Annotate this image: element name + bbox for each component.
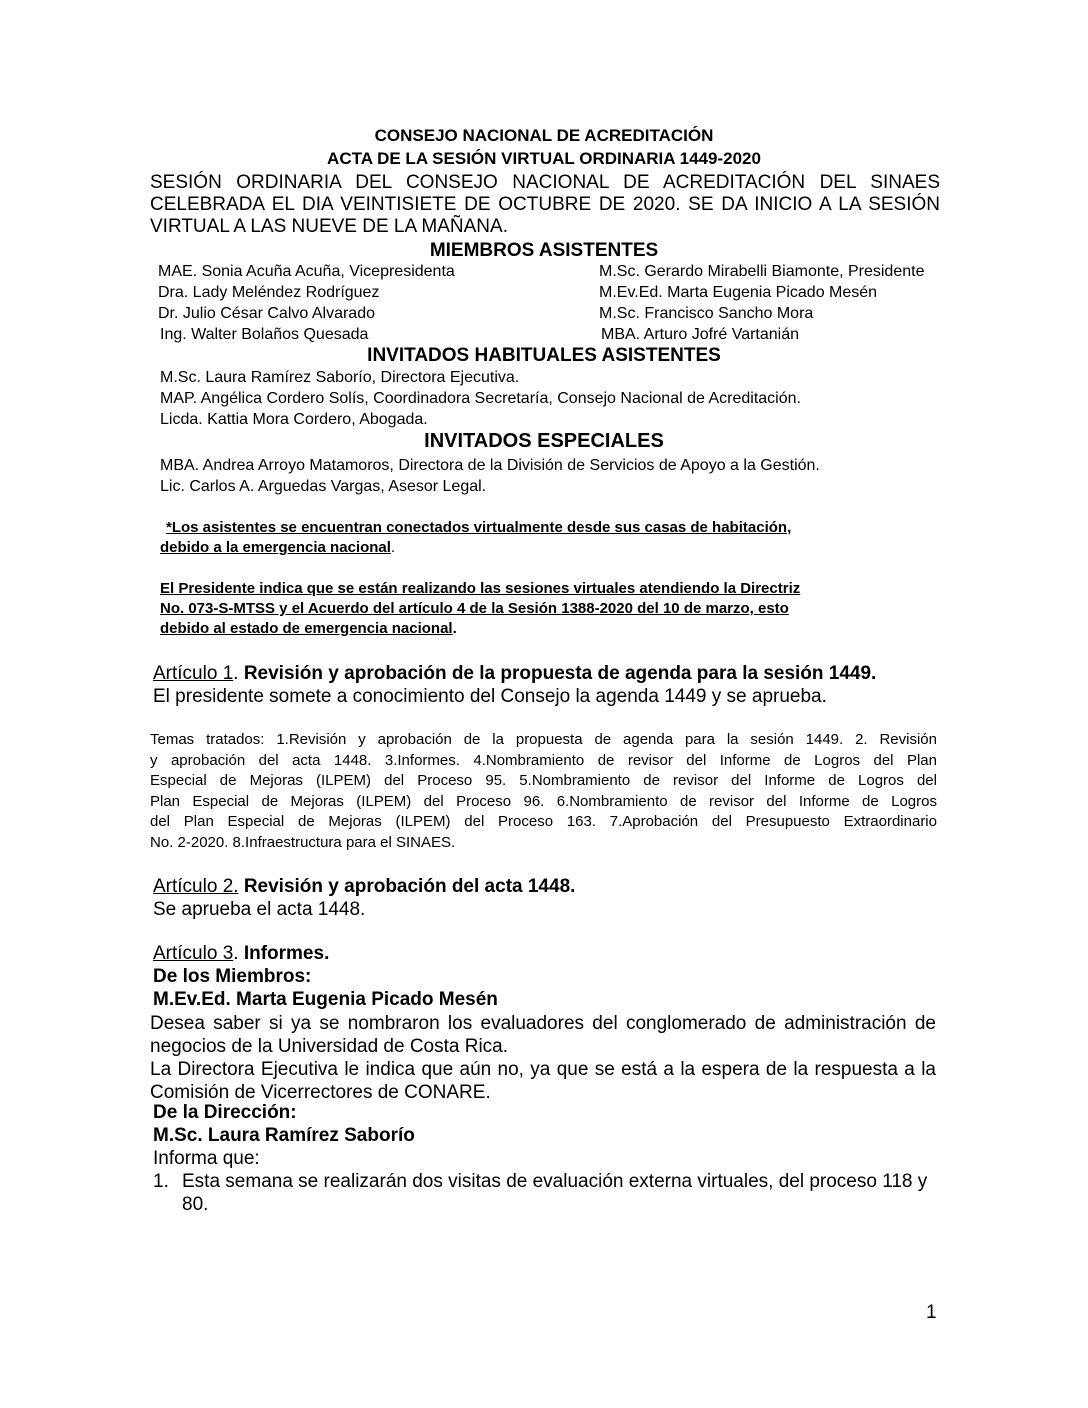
members-reports-label: De los Miembros: — [153, 966, 312, 987]
special-heading: INVITADOS ESPECIALES — [424, 430, 664, 452]
member-right: M.Sc. Gerardo Mirabelli Biamonte, Presidente — [599, 263, 925, 280]
direction-reports-label: De la Dirección: — [153, 1102, 297, 1123]
member-report-name: M.Ev.Ed. Marta Eugenia Picado Mesén — [153, 989, 498, 1010]
member-left: Ing. Walter Bolaños Quesada — [160, 326, 369, 343]
intro-line: SESIÓN ORDINARIA DEL CONSEJO NACIONAL DE ACREDITACIÓN DEL SINAES — [150, 172, 940, 193]
directive-note: debido al estado de emergencia nacional. — [160, 620, 457, 637]
list-item: 80. — [182, 1194, 209, 1215]
member-left: Dra. Lady Meléndez Rodríguez — [158, 284, 380, 301]
habitual-guest: Licda. Kattia Mora Cordero, Abogada. — [160, 411, 428, 428]
informa-label: Informa que: — [153, 1148, 260, 1169]
topics-list: Temas tratados: 1.Revisión y aprobación de la propuesta de agenda para la sesión 1449. 2. Revisión y aprobación del acta 1448. 3.Informes. 4.Nombramiento de revisor del Informe de Logros del Plan Especial de Mejoras (ILPEM) del Proceso 95. 5.Nombramiento de revisor del Informe de Logros del Plan Especial de Mejoras (ILPEM) del Proceso 96. 6.Nombramiento de revisor del Informe de Logros del Plan Especial de Mejoras (ILPEM) del Proceso 163. 7.Aprobación del Presupuesto Extraordinario No. 2-2020. 8.Infraestructura para el SINAES. — [150, 731, 937, 851]
virtual-note: *Los asistentes se encuentran conectados virtualmente desde sus casas de habitación, — [166, 519, 792, 536]
intro-line: CELEBRADA EL DIA VEINTISIETE DE OCTUBRE DE 2020. SE DA INICIO A LA SESIÓN — [150, 194, 940, 215]
list-item: Esta semana se realizarán dos visitas de evaluación externa virtuales, del proceso 118 y — [182, 1171, 928, 1192]
member-left: MAE. Sonia Acuña Acuña, Vicepresidenta — [158, 263, 455, 280]
member-report-text: Desea saber si ya se nombraron los evaluadores del conglomerado de administración de negocios de la Universidad de Costa Rica. — [150, 1013, 936, 1057]
article-1-heading: Artículo 1. Revisión y aprobación de la propuesta de agenda para la sesión 1449. — [153, 663, 877, 684]
habitual-guest: M.Sc. Laura Ramírez Saborío, Directora Ejecutiva. — [160, 369, 520, 386]
page-number: 1 — [926, 1302, 937, 1323]
title-acta: ACTA DE LA SESIÓN VIRTUAL ORDINARIA 1449-2020 — [327, 149, 761, 168]
member-right: MBA. Arturo Jofré Vartanián — [601, 326, 800, 343]
article-2-heading: Artículo 2. Revisión y aprobación del acta 1448. — [153, 876, 576, 897]
virtual-note: debido a la emergencia nacional. — [160, 539, 396, 556]
list-item-number: 1. — [153, 1171, 169, 1192]
director-reply: La Directora Ejecutiva le indica que aún no, ya que se está a la espera de la respuesta a la Comisión de Vicerrectores de CONARE. — [150, 1059, 936, 1103]
intro-line: VIRTUAL A LAS NUEVE DE LA MAÑANA. — [150, 216, 508, 237]
director-name: M.Sc. Laura Ramírez Saborío — [153, 1125, 415, 1146]
habitual-heading: INVITADOS HABITUALES ASISTENTES — [367, 345, 721, 366]
title-council: CONSEJO NACIONAL DE ACREDITACIÓN — [374, 126, 714, 145]
special-guest: Lic. Carlos A. Arguedas Vargas, Asesor Legal. — [160, 478, 487, 495]
article-2-text: Se aprueba el acta 1448. — [153, 899, 366, 920]
member-right: M.Ev.Ed. Marta Eugenia Picado Mesén — [599, 284, 878, 301]
member-right: M.Sc. Francisco Sancho Mora — [599, 305, 814, 322]
article-1-text: El presidente somete a conocimiento del Consejo la agenda 1449 y se aprueba. — [153, 686, 827, 707]
members-heading: MIEMBROS ASISTENTES — [429, 240, 659, 261]
session-intro — [150, 172, 940, 238]
article-3-heading: Artículo 3. Informes. — [153, 943, 330, 964]
special-guest: MBA. Andrea Arroyo Matamoros, Directora de la División de Servicios de Apoyo a la Gestión. — [160, 457, 820, 474]
habitual-guest: MAP. Angélica Cordero Solís, Coordinadora Secretaría, Consejo Nacional de Acreditación. — [160, 390, 801, 407]
directive-note: No. 073-S-MTSS y el Acuerdo del artículo 4 de la Sesión 1388-2020 del 10 de marzo, esto — [160, 600, 789, 617]
directive-note: El Presidente indica que se están realizando las sesiones virtuales atendiendo la Directriz — [160, 580, 801, 597]
member-left: Dr. Julio César Calvo Alvarado — [158, 305, 375, 322]
